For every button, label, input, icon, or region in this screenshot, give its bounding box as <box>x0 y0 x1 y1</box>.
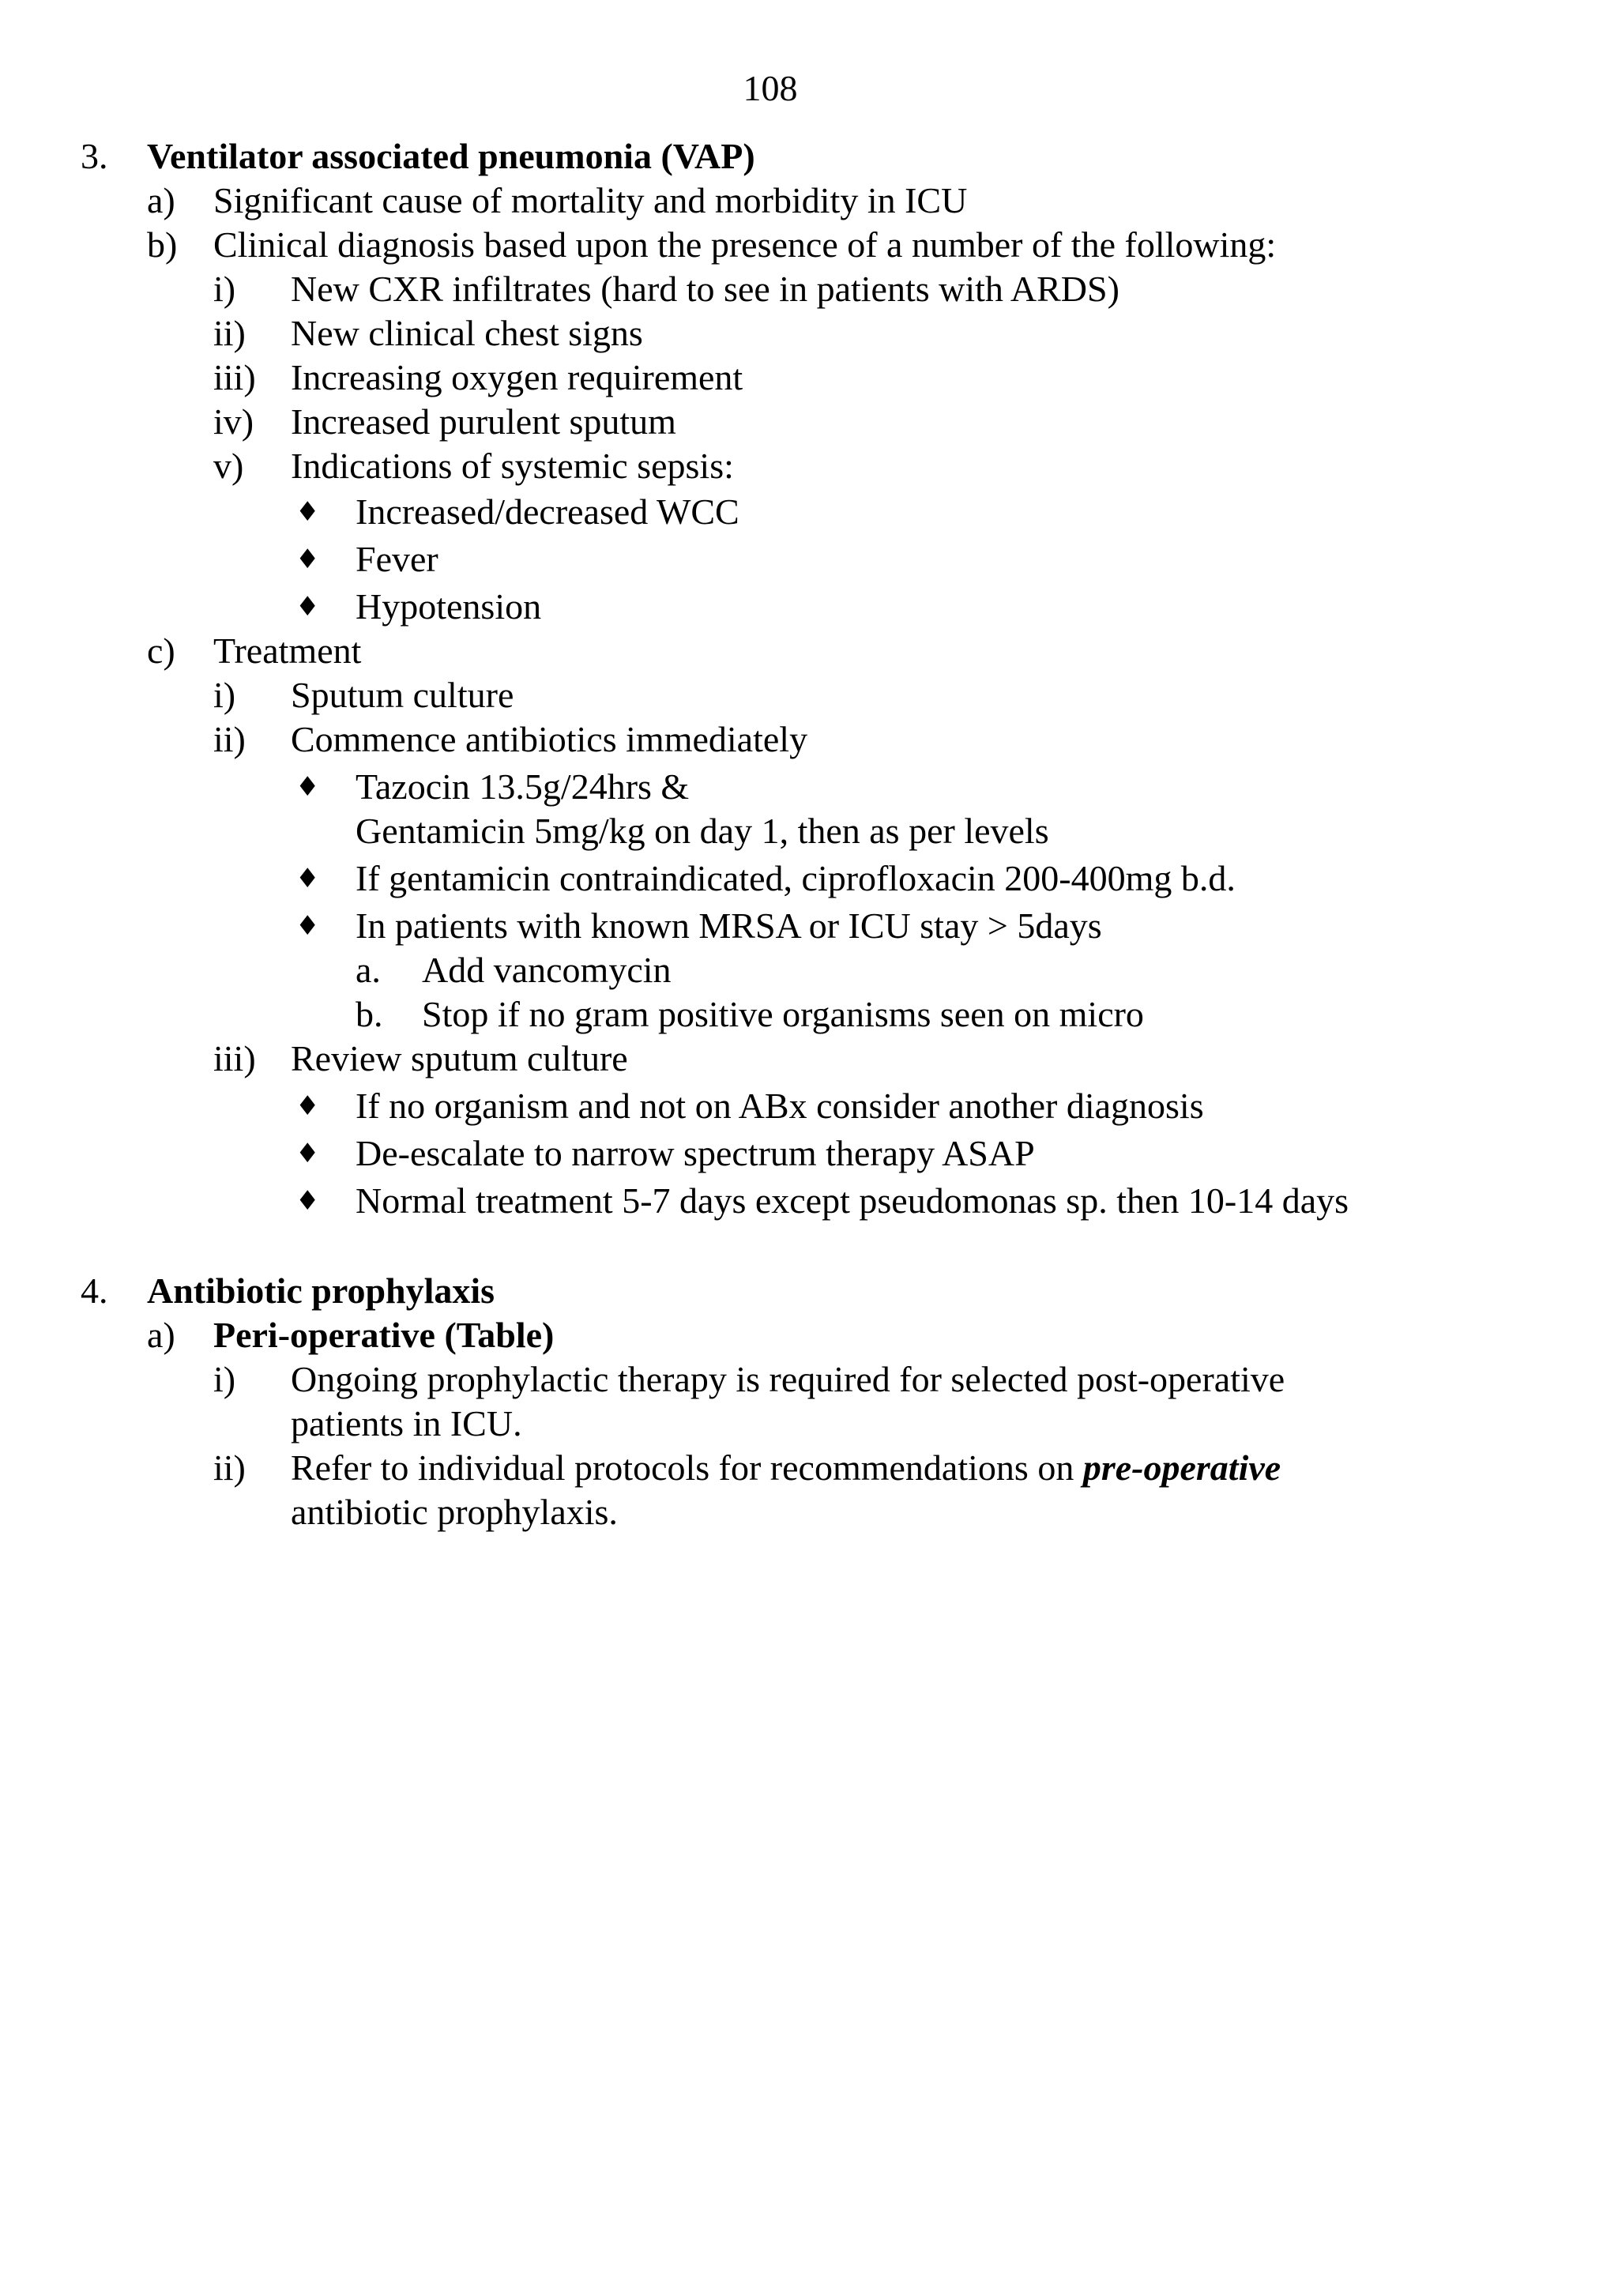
item-b-ii-marker: ii) <box>213 313 246 353</box>
section-4-i-line-2: patients in ICU. <box>291 1403 522 1443</box>
item-c-text: Treatment <box>213 630 362 671</box>
mrsa-subpoint-a-marker: a. <box>356 950 381 990</box>
item-c-ii-marker: ii) <box>213 719 246 759</box>
mrsa-subpoint-b-text: Stop if no gram positive organisms seen on micro <box>422 994 1144 1034</box>
section-4-number: 4. <box>81 1270 108 1311</box>
item-b-iii-marker: iii) <box>213 357 256 397</box>
item-b-ii-text: New clinical chest signs <box>291 313 643 353</box>
antibiotic-bullet-1-line-2: Gentamicin 5mg/kg on day 1, then as per levels <box>356 811 1049 851</box>
mrsa-subpoint-a-text: Add vancomycin <box>422 950 672 990</box>
review-bullet-3: Normal treatment 5-7 days except pseudomonas sp. then 10-14 days <box>356 1180 1349 1221</box>
item-c-iii-marker: iii) <box>213 1038 256 1078</box>
item-b-iv-text: Increased purulent sputum <box>291 401 676 442</box>
antibiotic-bullet-1-line-1: Tazocin 13.5g/24hrs & <box>356 766 690 807</box>
item-b-marker: b) <box>147 224 178 265</box>
bullet-diamond-icon: ♦ <box>295 496 320 528</box>
mrsa-subpoint-b-marker: b. <box>356 994 383 1034</box>
bullet-diamond-icon: ♦ <box>295 910 320 942</box>
antibiotic-bullet-3: In patients with known MRSA or ICU stay > 5days <box>356 905 1102 946</box>
section-4-ii-line-2: antibiotic prophylaxis. <box>291 1492 618 1532</box>
section-4-ii-line-1-text: Refer to individual protocols for recommendations on <box>291 1447 1083 1488</box>
section-4-ii-line-1 <box>291 1446 1281 1490</box>
review-bullet-2: De-escalate to narrow spectrum therapy ASAP <box>356 1133 1035 1173</box>
section-4-title: Antibiotic prophylaxis <box>147 1270 495 1311</box>
pre-operative-emphasis: pre-operative <box>1082 1447 1281 1488</box>
item-c-marker: c) <box>147 630 175 671</box>
section-4-ii-marker: ii) <box>213 1447 246 1488</box>
item-b-iii-text: Increasing oxygen requirement <box>291 357 743 397</box>
item-a-marker: a) <box>147 180 175 220</box>
item-a-text: Significant cause of mortality and morbidity in ICU <box>213 180 968 220</box>
page-number: 108 <box>743 68 798 108</box>
sepsis-bullet-2: Fever <box>356 539 438 579</box>
section-4-item-a-marker: a) <box>147 1315 175 1355</box>
item-b-text: Clinical diagnosis based upon the presence of a number of the following: <box>213 224 1277 265</box>
item-c-i-text: Sputum culture <box>291 675 514 715</box>
item-b-iv-marker: iv) <box>213 401 254 442</box>
section-3-title: Ventilator associated pneumonia (VAP) <box>147 136 755 176</box>
section-3-number: 3. <box>81 136 108 176</box>
item-b-v-marker: v) <box>213 446 244 486</box>
item-c-ii-text: Commence antibiotics immediately <box>291 719 808 759</box>
antibiotic-bullet-2: If gentamicin contraindicated, ciprofloxacin 200-400mg b.d. <box>356 858 1236 898</box>
bullet-diamond-icon: ♦ <box>295 863 320 894</box>
section-4-item-a-text: Peri-operative (Table) <box>213 1315 555 1355</box>
item-c-i-marker: i) <box>213 675 236 715</box>
item-b-i-marker: i) <box>213 269 236 309</box>
section-4-i-marker: i) <box>213 1359 236 1399</box>
bullet-diamond-icon: ♦ <box>295 591 320 623</box>
section-4-i-line-1: Ongoing prophylactic therapy is required for selected post-operative <box>291 1359 1285 1399</box>
bullet-diamond-icon: ♦ <box>295 544 320 575</box>
item-c-iii-text: Review sputum culture <box>291 1038 628 1078</box>
bullet-diamond-icon: ♦ <box>295 1185 320 1217</box>
item-b-v-text: Indications of systemic sepsis: <box>291 446 734 486</box>
item-b-i-text: New CXR infiltrates (hard to see in patients with ARDS) <box>291 269 1119 309</box>
bullet-diamond-icon: ♦ <box>295 771 320 803</box>
review-bullet-1: If no organism and not on ABx consider another diagnosis <box>356 1086 1204 1126</box>
sepsis-bullet-1: Increased/decreased WCC <box>356 491 739 532</box>
bullet-diamond-icon: ♦ <box>295 1090 320 1122</box>
bullet-diamond-icon: ♦ <box>295 1138 320 1169</box>
sepsis-bullet-3: Hypotension <box>356 586 542 627</box>
